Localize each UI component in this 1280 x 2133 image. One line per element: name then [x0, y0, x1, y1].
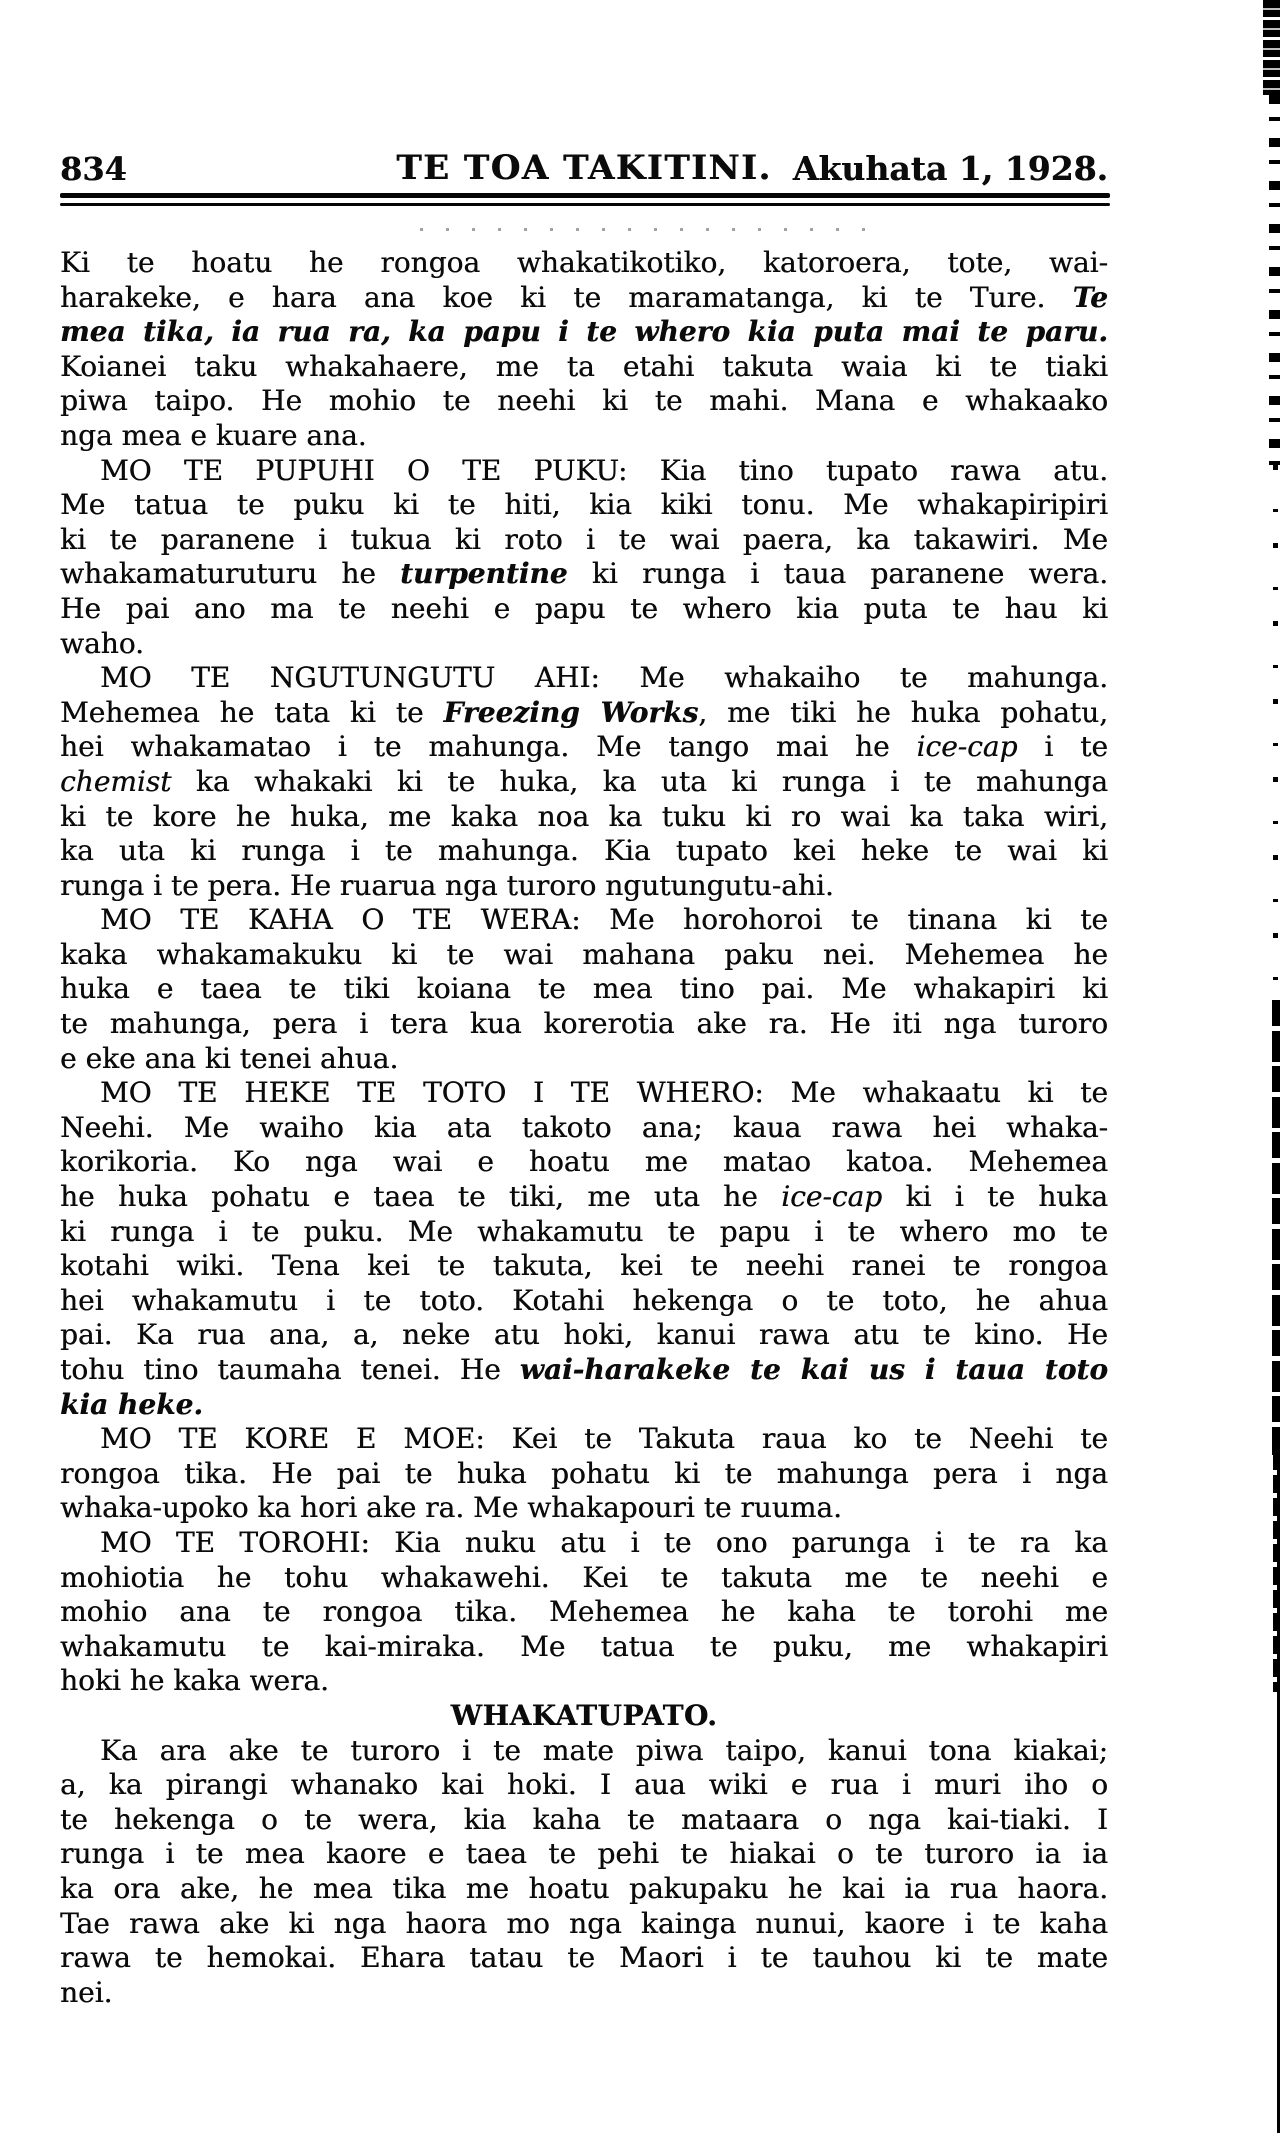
emphasized-text: Freezing Works [443, 695, 699, 729]
text-line [60, 1215, 1108, 1250]
body-text: rongoa tika. He pai te huka pohatu ki te mahunga pera i nga [60, 1456, 1108, 1490]
body-text: WHAKATUPATO. [450, 1698, 718, 1732]
masthead [60, 148, 1108, 190]
body-text: korikoria. Ko nga wai e hoatu me matao katoa. Mehemea [60, 1145, 1108, 1179]
body-text: ki runga i te puku. Me whakamutu te papu i te whero mo te [60, 1214, 1108, 1248]
body-text: ki te kore he huka, me kaka noa ka tuku ki ro wai ka taka wiri, [60, 799, 1108, 833]
body-text: MO TE HEKE TE TOTO I TE WHERO: Me whakaatu ki te [100, 1076, 1108, 1110]
body-text: e eke ana ki tenei ahua. [60, 1041, 399, 1075]
body-text: Ki te hoatu he rongoa whakatikotiko, katoroera, tote, wai- [60, 246, 1108, 279]
body-text: he huka pohatu e taea te tiki, me uta he [60, 1180, 782, 1214]
text-line [60, 1180, 1108, 1215]
body-text: runga i te mea kaore e taea te pehi te hiakai o te turoro ia ia [60, 1837, 1108, 1871]
scan-artifact-edge-band [1272, 1000, 1280, 1455]
text-line [60, 1595, 1108, 1630]
page-number: 834 [60, 150, 127, 188]
text-line [60, 696, 1108, 731]
body-text: ka uta ki runga i te mahunga. Kia tupato kei heke te wai ki [60, 834, 1108, 868]
emphasized-text: ice-cap [916, 730, 1018, 764]
article-body [60, 246, 1108, 2010]
text-line [60, 627, 1108, 662]
text-line [60, 1491, 1108, 1526]
body-text: waho. [60, 626, 144, 660]
paragraph [60, 903, 1108, 1076]
text-line [60, 1768, 1108, 1803]
text-line [60, 1630, 1108, 1665]
paragraph [60, 661, 1108, 903]
text-line [60, 1837, 1108, 1872]
text-line [60, 834, 1108, 869]
text-line [60, 1941, 1108, 1976]
scan-artifact-edge-dots [1273, 465, 1278, 1005]
body-text: mohio ana te rongoa tika. Mehemea he kaha te torohi me [60, 1595, 1108, 1629]
body-text: Koianei taku whakahaere, me ta etahi takuta waia ki te tiaki [60, 349, 1108, 383]
text-line [60, 1907, 1108, 1942]
text-line [60, 1145, 1108, 1180]
body-text: ki runga i taua paranene wera. [567, 557, 1108, 591]
paragraph [60, 1734, 1108, 2011]
section-heading [60, 1699, 1108, 1734]
body-text: ka ora ake, he mea tika me hoatu pakupaku he kai ia rua haora. [60, 1871, 1108, 1905]
body-text: Ka ara ake te turoro i te mate piwa taipo, kanui tona kiakai; [100, 1733, 1108, 1767]
emphasized-text: chemist [60, 764, 172, 798]
body-text: MO TE KORE E MOE: Kei te Takuta raua ko te Neehi te [100, 1422, 1108, 1456]
body-text: piwa taipo. He mohio te neehi ki te mahi. Mana e whakaako [60, 384, 1108, 418]
body-text: hei whakamatao i te mahunga. Me tango mai he [60, 730, 917, 764]
text-line [60, 1284, 1108, 1319]
scan-artifact-edge-blob [1263, 0, 1280, 95]
body-text: kotahi wiki. Tena kei te takuta, kei te neehi ranei te rongoa [60, 1249, 1108, 1283]
text-line [60, 1111, 1108, 1146]
emphasized-text: Te [1072, 280, 1108, 314]
emphasized-text: turpentine [400, 557, 568, 591]
emphasized-text: wai-harakeke te kai us i taua toto [519, 1353, 1109, 1386]
text-line [60, 1249, 1108, 1284]
text-line [60, 1734, 1108, 1769]
text-line [60, 1664, 1108, 1699]
body-text: Neehi. Me waiho kia ata takoto ana; kaua rawa hei whaka- [60, 1110, 1108, 1144]
body-text: whaka-upoko ka hori ake ra. Me whakapouri te ruuma. [60, 1491, 842, 1525]
text-line [60, 903, 1108, 938]
text-line [60, 350, 1108, 385]
body-text: , me tiki he huka pohatu, [698, 695, 1108, 729]
body-text: hei whakamutu i te toto. Kotahi hekenga o te toto, he ahua [60, 1283, 1108, 1317]
body-text: MO TE KAHA O TE WERA: Me horohoroi te tinana ki te [100, 903, 1108, 937]
text-line [60, 592, 1108, 627]
text-line [60, 1353, 1108, 1388]
text-line [60, 1042, 1108, 1077]
body-text: MO TE PUPUHI O TE PUKU: Kia tino tupato rawa atu. [100, 453, 1108, 487]
text-line [60, 1976, 1108, 2011]
body-text: Tae rawa ake ki nga haora mo nga kainga nunui, kaore i te kaha [60, 1906, 1108, 1940]
body-text: whakamutu te kai-miraka. Me tatua te puku, me whakapiri [60, 1629, 1108, 1663]
body-text: a, ka pirangi whanako kai hoki. I aua wiki e rua i muri iho o [60, 1768, 1108, 1802]
body-text: runga i te pera. He ruarua nga turoro ngutungutu-ahi. [60, 868, 834, 902]
body-text: i te [1017, 730, 1108, 764]
text-line [60, 1699, 1108, 1734]
text-line [60, 557, 1108, 592]
emphasized-text: ice-cap [781, 1180, 883, 1214]
newspaper-title: TE TOA TAKITINI. [396, 148, 772, 188]
text-line [60, 1422, 1108, 1457]
body-text: ka whakaki ki te huka, ka uta ki runga i te mahunga [171, 764, 1108, 798]
body-text: Mehemea he tata ki te [60, 695, 444, 729]
masthead-rule-top [60, 193, 1110, 198]
text-line [60, 661, 1108, 696]
text-line [60, 869, 1108, 904]
text-line [60, 384, 1108, 419]
text-line [60, 1457, 1108, 1492]
body-text: kaka whakamakuku ki te wai mahana paku nei. Mehemea he [60, 937, 1108, 971]
scan-artifact-edge-fragments [1269, 95, 1280, 465]
text-line [60, 1803, 1108, 1838]
masthead-rule-bottom [60, 203, 1110, 206]
body-text: rawa te hemokai. Ehara tatau te Maori i te tauhou ki te mate [60, 1941, 1108, 1975]
text-line [60, 765, 1108, 800]
text-line [60, 488, 1108, 523]
text-line [60, 938, 1108, 973]
text-line [60, 281, 1108, 316]
text-line [60, 1318, 1108, 1353]
text-line [60, 1388, 1108, 1423]
text-line [60, 1561, 1108, 1596]
body-text: mohiotia he tohu whakawehi. Kei te takuta me te neehi e [60, 1560, 1108, 1594]
text-line [60, 730, 1108, 765]
body-text: nga mea e kuare ana. [60, 418, 367, 452]
text-line [60, 972, 1108, 1007]
text-line [60, 1007, 1108, 1042]
body-text: hoki he kaka wera. [60, 1664, 329, 1698]
body-text: tohu tino taumaha tenei. He [60, 1353, 520, 1386]
paragraph [60, 246, 1108, 454]
text-line [60, 1526, 1108, 1561]
body-text: pai. Ka rua ana, a, neke atu hoki, kanui rawa atu te kino. He [60, 1318, 1108, 1352]
body-text: harakeke, e hara ana koe ki te maramatanga, ki te Ture. [60, 280, 1073, 314]
text-line [60, 523, 1108, 558]
body-text: MO TE TOROHI: Kia nuku atu i te ono parunga i te ra ka [100, 1525, 1108, 1559]
emphasized-text: kia heke. [60, 1387, 204, 1421]
body-text: He pai ano ma te neehi e papu te whero kia puta te hau ki [60, 591, 1108, 625]
text-line [60, 1076, 1108, 1111]
text-line [60, 246, 1108, 281]
body-text: MO TE NGUTUNGUTU AHI: Me whakaiho te mahunga. [100, 661, 1108, 695]
issue-date: Akuhata 1, 1928. [792, 149, 1108, 188]
body-text: ki i te huka [882, 1180, 1109, 1214]
text-line [60, 800, 1108, 835]
paragraph [60, 1422, 1108, 1526]
body-text: nei. [60, 1975, 113, 2009]
body-text: huka e taea te tiki koiana te mea tino pai. Me whakapiri ki [60, 972, 1108, 1006]
body-text: Me tatua te puku ki te hiti, kia kiki tonu. Me whakapiripiri [60, 488, 1108, 522]
text-line [60, 419, 1108, 454]
body-text: whakamaturuturu he [60, 557, 401, 591]
paragraph [60, 454, 1108, 662]
emphasized-text: mea tika, ia rua ra, ka papu i te whero kia puta mai te paru. [60, 315, 1108, 349]
text-line [60, 454, 1108, 489]
paragraph [60, 1076, 1108, 1422]
scan-smudge-dots [420, 228, 870, 231]
paragraph [60, 1526, 1108, 1699]
body-text: ki te paranene i tukua ki roto i te wai paera, ka takawiri. Me [60, 522, 1108, 556]
text-line [60, 1872, 1108, 1907]
body-text: te mahunga, pera i tera kua korerotia ake ra. He iti nga turoro [60, 1007, 1108, 1041]
text-line [60, 315, 1108, 350]
body-text: te hekenga o te wera, kia kaha te mataara o nga kai-tiaki. I [60, 1802, 1108, 1836]
